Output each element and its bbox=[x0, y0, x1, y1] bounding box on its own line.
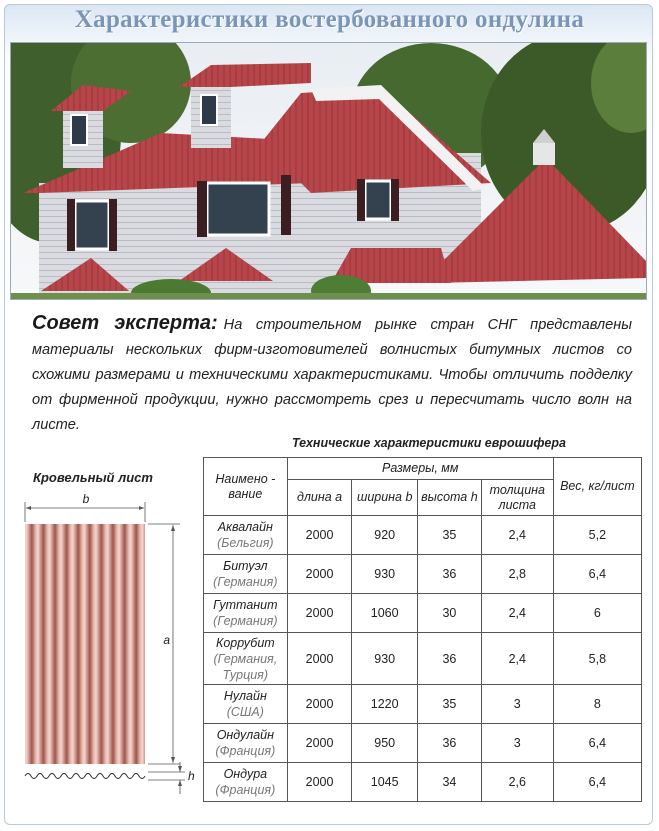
header-height: высота h bbox=[417, 480, 481, 516]
cell-width: 1060 bbox=[352, 594, 418, 633]
cell-thickness: 2,4 bbox=[481, 633, 553, 685]
page-title: Характеристики востербованного ондулина bbox=[74, 6, 585, 33]
row-name: Ондура bbox=[223, 767, 268, 781]
row-name: Нулайн bbox=[223, 689, 267, 703]
row-name: Ондулайн bbox=[216, 728, 274, 742]
cell-thickness: 3 bbox=[481, 685, 553, 724]
cell-length: 2000 bbox=[287, 516, 352, 555]
cell-weight: 6 bbox=[553, 594, 641, 633]
row-name: Аквалайн bbox=[217, 520, 273, 534]
cell-length: 2000 bbox=[287, 685, 352, 724]
cell-width: 950 bbox=[352, 724, 418, 763]
row-country: (Германия) bbox=[213, 575, 278, 589]
sheet-title: Кровельный лист bbox=[33, 470, 153, 485]
cell-length: 2000 bbox=[287, 555, 352, 594]
cell-thickness: 3 bbox=[481, 724, 553, 763]
cell-height: 34 bbox=[417, 763, 481, 802]
table-row bbox=[204, 763, 642, 802]
header-width: ширина b bbox=[352, 480, 418, 516]
row-country: (США) bbox=[226, 705, 264, 719]
table-row bbox=[204, 594, 642, 633]
table-row bbox=[204, 685, 642, 724]
row-country: (Германия, Турция) bbox=[213, 651, 278, 682]
cell-thickness: 2,8 bbox=[481, 555, 553, 594]
row-name: Гуттанит bbox=[213, 598, 278, 612]
cell-width: 930 bbox=[352, 633, 418, 685]
expert-advice bbox=[32, 311, 632, 438]
cell-length: 2000 bbox=[287, 633, 352, 685]
cell-weight: 6,4 bbox=[553, 555, 641, 594]
row-country: (Франция) bbox=[215, 783, 276, 797]
header-length: длина a bbox=[287, 480, 352, 516]
table-row bbox=[204, 633, 642, 685]
cell-weight: 5,8 bbox=[553, 633, 641, 685]
table-row bbox=[204, 724, 642, 763]
cell-weight: 6,4 bbox=[553, 724, 641, 763]
cell-height: 35 bbox=[417, 516, 481, 555]
table-row bbox=[204, 516, 642, 555]
label-a: a bbox=[163, 633, 170, 647]
row-country: (Бельгия) bbox=[217, 536, 274, 550]
header-sizes: Размеры, мм bbox=[287, 458, 553, 480]
row-country: (Германия) bbox=[213, 614, 278, 628]
cell-width: 1220 bbox=[352, 685, 418, 724]
cell-length: 2000 bbox=[287, 724, 352, 763]
table-title: Технические характеристики еврошифера bbox=[292, 436, 566, 450]
cell-thickness: 2,4 bbox=[481, 516, 553, 555]
cell-height: 35 bbox=[417, 685, 481, 724]
cell-width: 920 bbox=[352, 516, 418, 555]
cell-weight: 5,2 bbox=[553, 516, 641, 555]
cell-height: 36 bbox=[417, 724, 481, 763]
cell-width: 930 bbox=[352, 555, 418, 594]
cell-thickness: 2,6 bbox=[481, 763, 553, 802]
label-b: b bbox=[82, 492, 90, 506]
header-name: Наимено - вание bbox=[204, 458, 288, 516]
advice-text: На строительном рынке стран СНГ представлены материалы нескольких фирм-изготовителей волнистых битумных листов со схожими размерами и техническими характеристиками. Чтобы отличить подделку от фирменной продукции, нужно рассмотреть срез и пересчитать число волн на листе. bbox=[32, 317, 632, 433]
house-photo bbox=[10, 42, 647, 300]
roof-sheet-diagram bbox=[20, 488, 195, 813]
row-name: Коррубит bbox=[215, 635, 275, 650]
table-row bbox=[204, 555, 642, 594]
cell-width: 1045 bbox=[352, 763, 418, 802]
cell-height: 30 bbox=[417, 594, 481, 633]
row-name: Битуэл bbox=[223, 559, 268, 573]
cell-weight: 8 bbox=[553, 685, 641, 724]
header-thickness: толщина листа bbox=[481, 480, 553, 516]
cell-thickness: 2,4 bbox=[481, 594, 553, 633]
spec-table bbox=[203, 457, 642, 802]
cell-weight: 6,4 bbox=[553, 763, 641, 802]
cell-height: 36 bbox=[417, 633, 481, 685]
header-weight: Вес, кг/лист bbox=[553, 458, 641, 516]
advice-lead: Совет эксперта: bbox=[32, 312, 218, 334]
label-h: h bbox=[188, 769, 195, 783]
cell-height: 36 bbox=[417, 555, 481, 594]
cell-length: 2000 bbox=[287, 763, 352, 802]
row-country: (Франция) bbox=[215, 744, 276, 758]
cell-length: 2000 bbox=[287, 594, 352, 633]
